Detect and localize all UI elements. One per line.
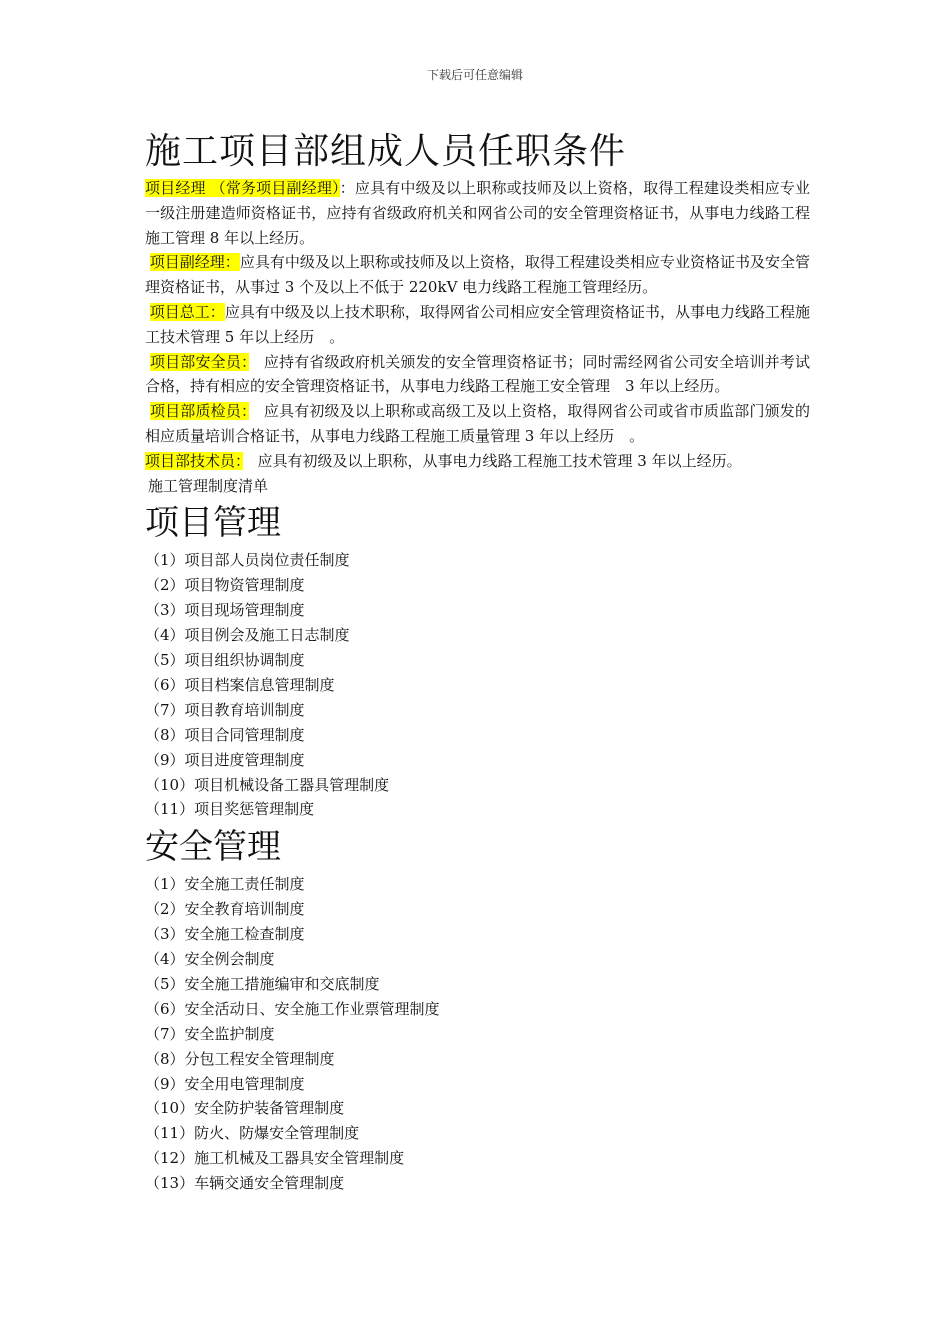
requirement-label: 项目部质检员： — [149, 402, 249, 421]
requirement-text: 应具有初级及以上职称，从事电力线路工程施工技术管理 3 年以上经历。 — [242, 451, 742, 470]
list-item: （10）项目机械设备工器具管理制度 — [145, 775, 390, 794]
requirement-text: 应具有初级及以上职称或高级工及以上资格，取得网省公司或省市质监部门颁发的相应质量培训合格证书，从事电力线路工程施工质量管理 3 年以上经历 。 — [145, 402, 810, 445]
requirement-text: 应具有中级及以上职称或技师及以上资格，取得工程建设类相应专业资格证书及安全管理资格证书，从事过 3 个及以上不低于 220kV 电力线路工程施工管理经历。 — [145, 253, 810, 297]
list-item: （8）分包工程安全管理制度 — [145, 1049, 335, 1068]
list-item: （4）项目例会及施工日志制度 — [145, 626, 350, 645]
requirement-safety-officer — [145, 350, 810, 400]
list-item: （9）安全用电管理制度 — [145, 1074, 305, 1093]
section-list — [145, 548, 810, 822]
requirement-project-manager — [145, 176, 826, 250]
section-list — [145, 872, 810, 1196]
list-item: （11）项目奖惩管理制度 — [145, 800, 315, 819]
list-item: （7）项目教育培训制度 — [145, 700, 305, 719]
requirement-label: 项目部安全员： — [149, 352, 249, 371]
requirement-technician — [145, 449, 810, 474]
list-item: （6）项目档案信息管理制度 — [145, 675, 335, 694]
page-header: 下载后可任意编辑 — [426, 68, 523, 82]
list-item: （5）项目组织协调制度 — [145, 650, 305, 669]
requirement-quality-inspector — [145, 399, 810, 449]
list-item: （13）车辆交通安全管理制度 — [145, 1174, 345, 1193]
requirement-chief-engineer — [145, 300, 810, 350]
list-item: （4）安全例会制度 — [145, 950, 275, 969]
list-item: （6）安全活动日、安全施工作业票管理制度 — [145, 999, 440, 1018]
requirement-text: 应持有省级政府机关颁发的安全管理资格证书；同时需经网省公司安全培训并考试合格，持有相应的安全管理资格证书，从事电力线路工程施工安全管理 3 年以上经历。 — [145, 352, 810, 396]
requirement-deputy-manager — [145, 250, 810, 300]
list-item: （3）安全施工检查制度 — [145, 925, 305, 944]
requirement-label: 项目经理 （常务项目副经理） — [145, 179, 340, 197]
requirement-text: ：应具有中级及以上职称或技师及以上资格，取得工程建设类相应专业 一级注册建造师资格证书，应持有省级政府机关和网省公司的安全管理资格证书，从事电力线路工程施工管理 8 年以上经历。 — [145, 179, 826, 247]
list-item: （7）安全监护制度 — [145, 1024, 275, 1043]
list-item: （5）安全施工措施编审和交底制度 — [145, 974, 380, 993]
document-title: 施工项目部组成人员任职条件 — [145, 131, 627, 172]
section-project-management — [145, 502, 810, 822]
requirement-text: 应具有中级及以上技术职称，取得网省公司相应安全管理资格证书，从事电力线路工程施工技术管理 5 年以上经历 。 — [145, 302, 810, 346]
requirement-label: 项目部技术员： — [145, 451, 243, 470]
list-item: （11）防火、防爆安全管理制度 — [145, 1124, 360, 1143]
list-item: （2）安全教育培训制度 — [145, 900, 305, 919]
section-heading: 项目管理 — [145, 503, 281, 544]
requirement-label: 项目副经理： — [149, 253, 240, 272]
list-item: （3）项目现场管理制度 — [145, 601, 305, 620]
list-item: （8）项目合同管理制度 — [145, 725, 305, 744]
list-item: （1）项目部人员岗位责任制度 — [145, 551, 350, 570]
list-item: （1）安全施工责任制度 — [145, 875, 305, 894]
section-safety-management — [145, 826, 810, 1196]
list-item: （10）安全防护装备管理制度 — [145, 1099, 345, 1118]
requirements-block — [145, 176, 826, 474]
list-item: （9）项目进度管理制度 — [145, 750, 305, 769]
document-body — [145, 128, 826, 1196]
list-item: （12）施工机械及工器具安全管理制度 — [145, 1149, 405, 1168]
requirement-label: 项目总工： — [149, 302, 225, 321]
list-item: （2）项目物资管理制度 — [145, 576, 305, 595]
section-heading: 安全管理 — [145, 827, 281, 868]
list-title: 施工管理制度清单 — [148, 476, 269, 495]
